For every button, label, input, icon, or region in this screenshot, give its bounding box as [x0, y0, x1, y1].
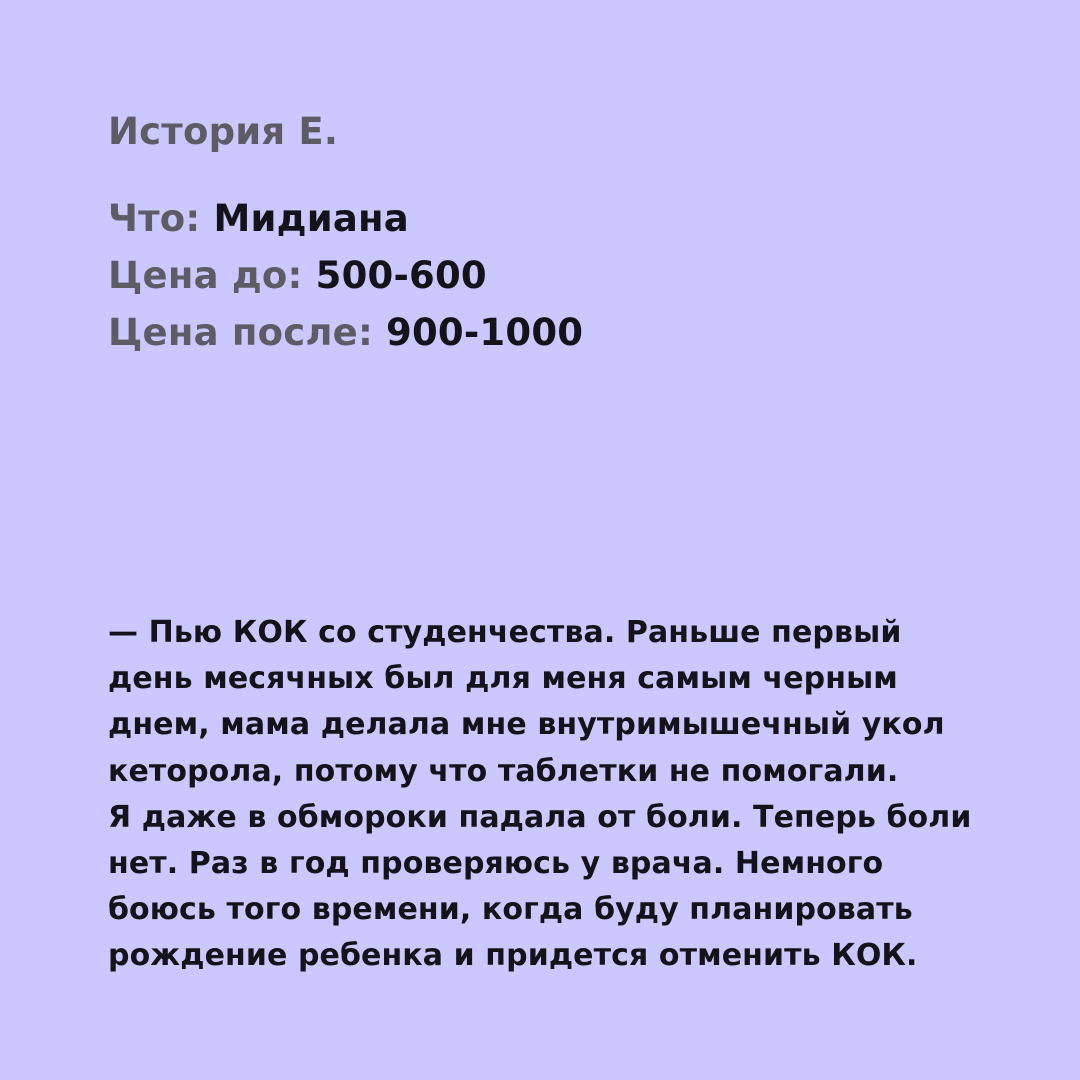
fact-price-after	[108, 304, 583, 361]
story-title: История Е.	[108, 110, 339, 153]
fact-what	[108, 190, 583, 247]
fact-price-after-value: 900-1000	[386, 311, 584, 354]
fact-price-before-label: Цена до:	[108, 254, 303, 297]
fact-price-before-value: 500-600	[315, 254, 487, 297]
fact-what-value: Мидиана	[213, 197, 409, 240]
fact-price-after-label: Цена после:	[108, 311, 373, 354]
story-text: — Пью КОК со студенчества. Раньше первый день месячных был для меня самым черным днем, мама делала мне внутримышечный укол кеторола, потому что таблетки не помогали. Я даже в обмороки падала от боли. Теперь боли нет. Раз в год проверяюсь у врача. Немного боюсь того времени, когда буду планировать рождение ребенка и придется отменить КОК.	[108, 615, 972, 974]
fact-what-label: Что:	[108, 197, 201, 240]
facts-list	[108, 190, 583, 361]
fact-price-before	[108, 247, 583, 304]
